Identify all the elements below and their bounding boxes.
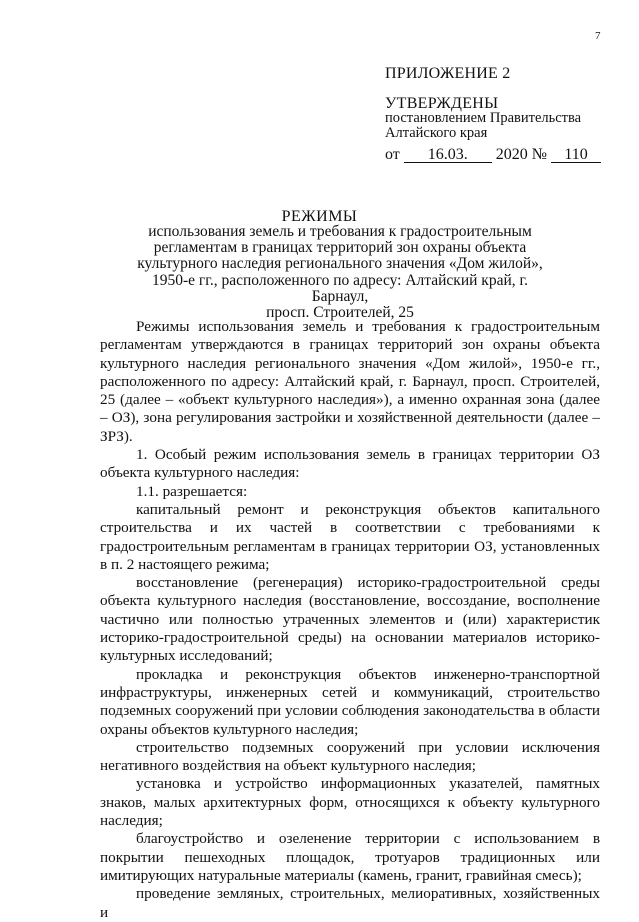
paragraph-landscaping: благоустройство и озеленение территории с использованием в покрытии пешеходных площадок, тротуаров традиционных или имитирующих натуральные материалы (камень, гранит, гравийная смесь); — [100, 830, 600, 884]
subtitle-line: регламентам в границах территорий зон охраны объекта — [153, 239, 527, 257]
approval-block — [385, 66, 601, 163]
approved-by-region: Алтайского края — [385, 125, 488, 141]
paragraph-subsection-1-1: 1.1. разрешается: — [136, 482, 248, 500]
paragraph-underground: строительство подземных сооружений при условии исключения негативного воздействия на объект культурного наследия; — [100, 738, 600, 775]
date-prefix: от — [385, 146, 400, 163]
subtitle-line: 1950-е гг., расположенного по адресу: Алтайский край, г. Барнаул, — [151, 271, 528, 305]
decree-number: 110 — [551, 147, 601, 163]
paragraph-restoration: восстановление (регенерация) историко-градостроительной среды объекта культурного наследия (восстановление, воссоздание, восполнение частично или полностью утраченных элементов и (или) характеристик историко-градостроительной среды) на основании материалов историко-культурных исследований; — [100, 574, 600, 665]
document-subtitle — [130, 224, 550, 321]
paragraph-capital-repair: капитальный ремонт и реконструкция объектов капитального строительства и их частей в соответствии с требованиями к градостроительным регламентам в границах территории ОЗ, установленных в п. 2 настоящего режима; — [100, 500, 600, 573]
approved-by-line: постановлением Правительства — [385, 110, 582, 126]
approved-label: УТВЕРЖДЕНЫ — [385, 95, 499, 112]
document-body — [100, 318, 600, 922]
paragraph-intro: Режимы использования земель и требования к градостроительным регламентам утверждаются в границах территорий зон охраны объекта культурного наследия регионального значения «Дом жилой», 1950-е гг., расположенного по адресу: Алтайский край, г. Барнаул, просп. Строителей, 25 (далее – «объект культурного наследия»), а именно охранная зона (далее – ОЗ), зона регулирования застройки и хозяйственной деятельности (далее – ЗРЗ). — [100, 318, 600, 445]
subtitle-line: использования земель и требования к градостроительным — [148, 223, 532, 240]
document-title: РЕЖИМЫ — [281, 208, 358, 225]
decree-year-label: 2020 № — [495, 146, 548, 163]
appendix-label: ПРИЛОЖЕНИЕ 2 — [385, 65, 511, 82]
paragraph-earthworks: проведение земляных, строительных, мелиоративных, хозяйственных и — [100, 885, 600, 921]
decree-date: 16.03. — [404, 147, 492, 163]
subtitle-line: просп. Строителей, 25 — [266, 304, 414, 322]
paragraph-infrastructure: прокладка и реконструкция объектов инженерно-транспортной инфраструктуры, инженерных сетей и коммуникаций, строительство подземных сооружений при условии соблюдения законодательства в области охраны объектов культурного наследия; — [100, 665, 600, 738]
subtitle-line: культурного наследия регионального значения «Дом жилой», — [137, 255, 543, 273]
paragraph-signs: установка и устройство информационных указателей, памятных знаков, малых архитектурных форм, относящихся к объекту культурного наследия; — [100, 775, 600, 830]
paragraph-section-1: 1. Особый режим использования земель в границах территории ОЗ объекта культурного наследия: — [100, 446, 600, 482]
decree-date-line — [385, 147, 601, 163]
page-number: 7 — [595, 30, 601, 42]
